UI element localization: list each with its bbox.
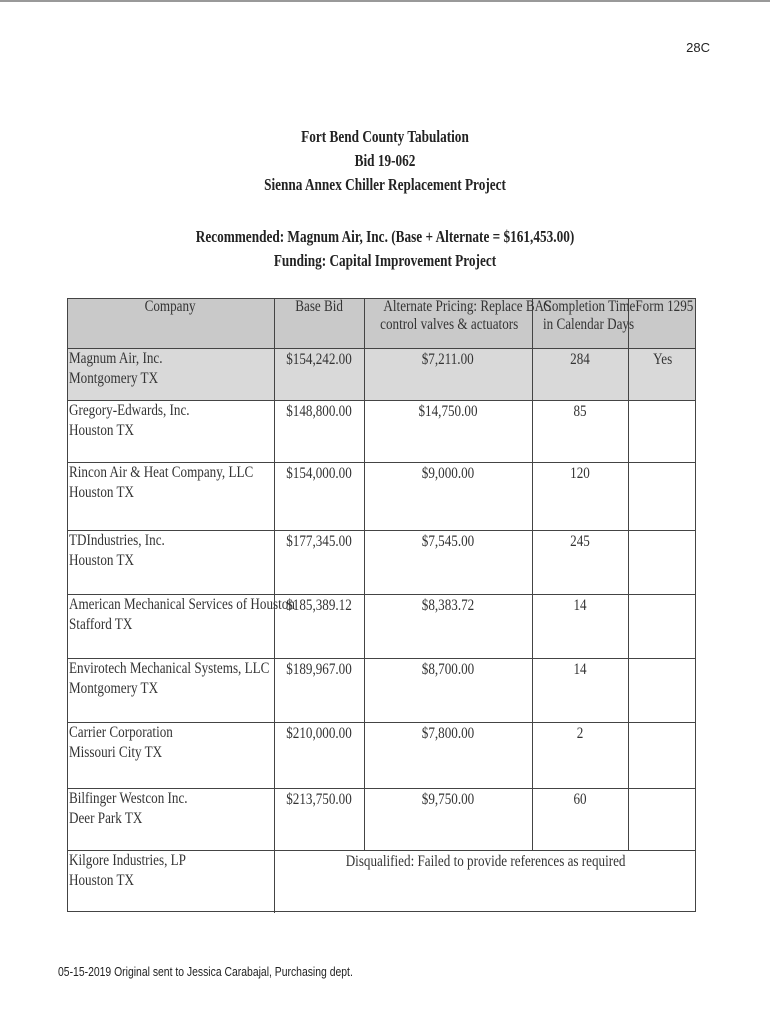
title-bid-number: Bid 19-062 <box>354 151 416 170</box>
cell-form <box>628 789 696 851</box>
cell-days: 14 <box>532 595 628 659</box>
scan-top-edge <box>0 0 770 2</box>
cell-base-bid: $154,242.00 <box>274 349 364 401</box>
table-row-disqualified <box>67 851 696 913</box>
document-title-block <box>85 125 686 197</box>
table-row <box>67 401 696 463</box>
cell-company: Carrier Corporation Missouri City TX <box>67 723 274 789</box>
bid-tabulation-table <box>67 298 696 913</box>
cell-days: 245 <box>532 531 628 595</box>
cell-form <box>628 463 696 531</box>
cell-form <box>628 595 696 659</box>
footer-note: 05-15-2019 Original sent to Jessica Carabajal, Purchasing dept. <box>58 964 353 979</box>
cell-form <box>628 401 696 463</box>
cell-company: TDIndustries, Inc. Houston TX <box>67 531 274 595</box>
table-row <box>67 789 696 851</box>
cell-alternate: $8,383.72 <box>364 595 532 659</box>
cell-days: 120 <box>532 463 628 531</box>
cell-base-bid: $185,389.12 <box>274 595 364 659</box>
cell-disqualified-note: Disqualified: Failed to provide references as required <box>345 853 626 870</box>
cell-alternate: $7,211.00 <box>364 349 532 401</box>
table-row-recommended <box>67 349 696 401</box>
cell-alternate: $14,750.00 <box>364 401 532 463</box>
title-project: Sienna Annex Chiller Replacement Project <box>264 175 506 194</box>
header-form-1295: Form 1295 <box>628 298 696 349</box>
cell-alternate: $7,545.00 <box>364 531 532 595</box>
cell-base-bid: $154,000.00 <box>274 463 364 531</box>
table-row <box>67 531 696 595</box>
cell-company: American Mechanical Services of Houston Stafford TX <box>67 595 274 659</box>
cell-base-bid: $148,800.00 <box>274 401 364 463</box>
cell-company: Envirotech Mechanical Systems, LLC Montgomery TX <box>67 659 274 723</box>
cell-company: Gregory-Edwards, Inc. Houston TX <box>67 401 274 463</box>
recommendation-block <box>85 225 686 273</box>
cell-days: 2 <box>532 723 628 789</box>
cell-base-bid: $213,750.00 <box>274 789 364 851</box>
cell-base-bid: $189,967.00 <box>274 659 364 723</box>
cell-alternate: $9,750.00 <box>364 789 532 851</box>
header-completion-time: Completion Time in Calendar Days <box>532 298 628 349</box>
cell-form <box>628 659 696 723</box>
cell-alternate: $7,800.00 <box>364 723 532 789</box>
cell-alternate: $9,000.00 <box>364 463 532 531</box>
header-alternate-pricing: Alternate Pricing: Replace BAS control valves & actuators <box>364 298 532 349</box>
funding-line: Funding: Capital Improvement Project <box>273 251 497 270</box>
table-row <box>67 595 696 659</box>
table-row <box>67 463 696 531</box>
table-row <box>67 659 696 723</box>
cell-days: 60 <box>532 789 628 851</box>
cell-days: 85 <box>532 401 628 463</box>
table-row <box>67 723 696 789</box>
table-header-row <box>67 298 696 349</box>
cell-base-bid: $177,345.00 <box>274 531 364 595</box>
cell-company: Kilgore Industries, LP Houston TX <box>67 851 274 913</box>
title-county: Fort Bend County Tabulation <box>301 127 469 146</box>
cell-form <box>628 531 696 595</box>
cell-alternate: $8,700.00 <box>364 659 532 723</box>
cell-company: Bilfinger Westcon Inc. Deer Park TX <box>67 789 274 851</box>
cell-days: 284 <box>532 349 628 401</box>
cell-company: Rincon Air & Heat Company, LLC Houston TX <box>67 463 274 531</box>
cell-days: 14 <box>532 659 628 723</box>
page-number: 28C <box>686 40 710 55</box>
header-base-bid: Base Bid <box>274 298 364 349</box>
cell-form <box>628 723 696 789</box>
cell-base-bid: $210,000.00 <box>274 723 364 789</box>
cell-company: Magnum Air, Inc. Montgomery TX <box>67 349 274 401</box>
recommended-line: Recommended: Magnum Air, Inc. (Base + Alternate = $161,453.00) <box>195 227 575 246</box>
cell-form: Yes <box>628 349 696 401</box>
header-company: Company <box>67 298 274 349</box>
